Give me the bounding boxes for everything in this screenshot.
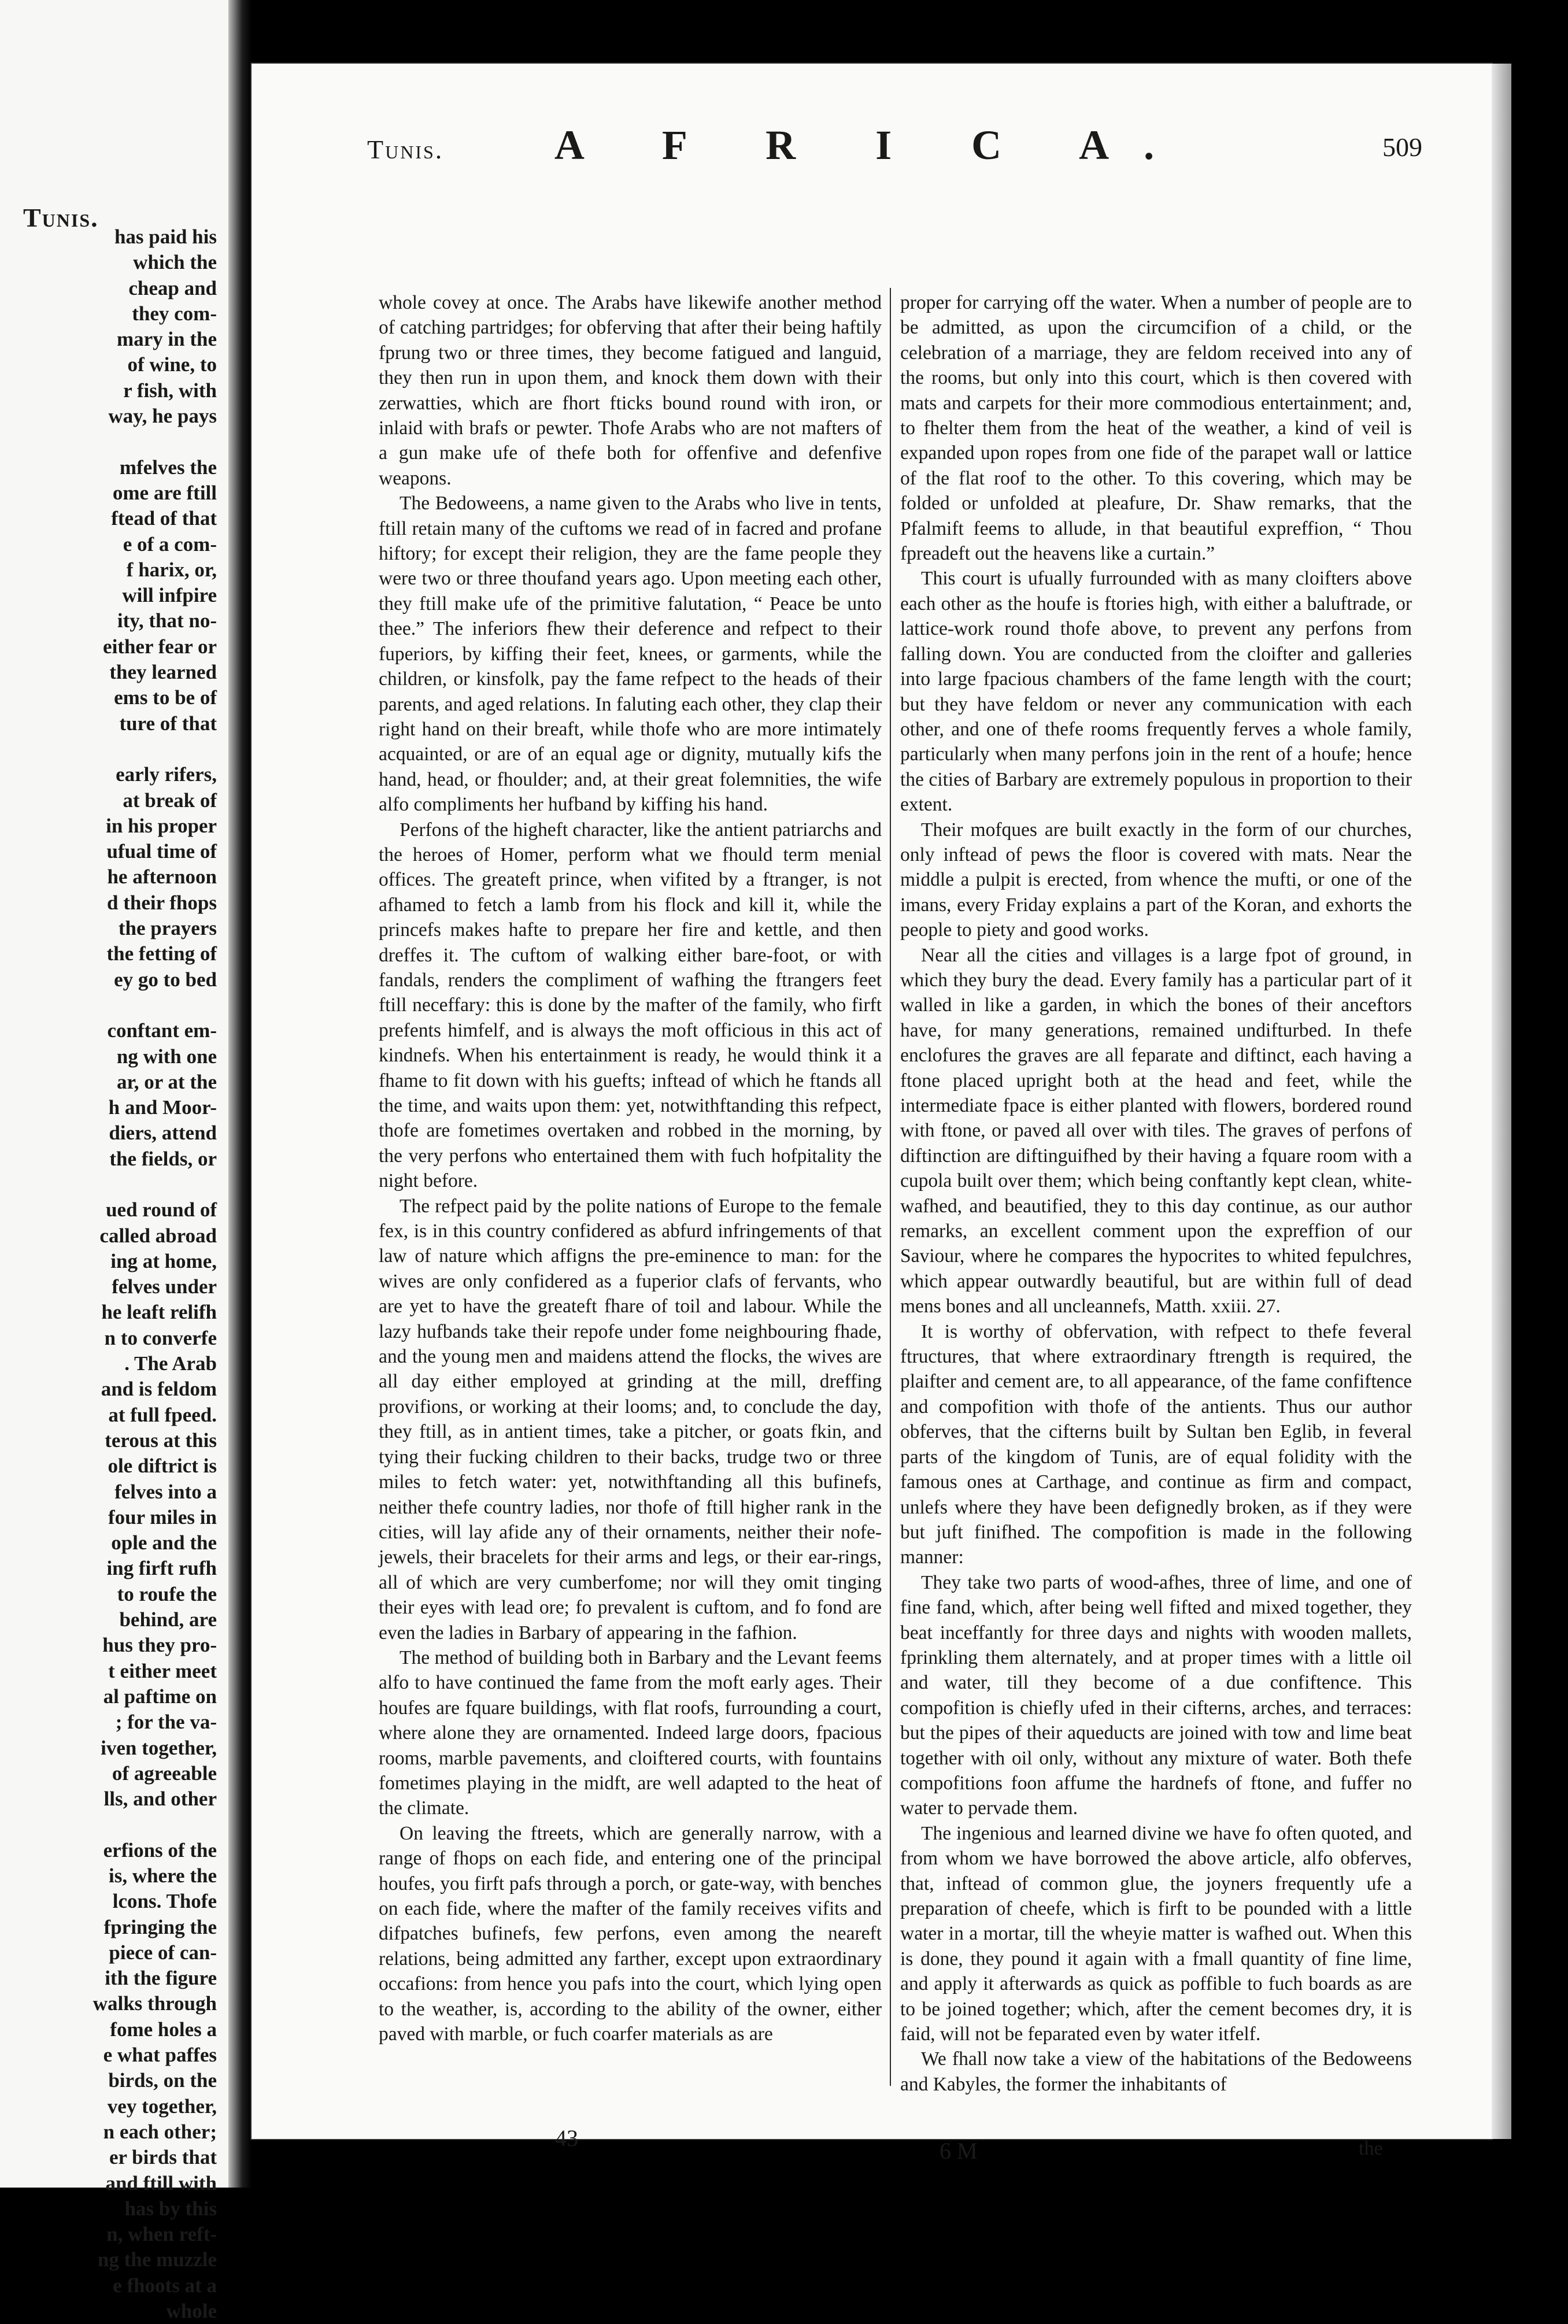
left-page-line: n, when reft-	[106, 2223, 217, 2246]
paragraph: whole covey at once. The Arabs have likewife another method of catching partridges; for obferving that after their being haftily fprung two or three times, they become fatigued and languid, they then run in upon them, and knock them down with their zerwatties, which are fhort fticks bound round with iron, or inlaid with brafs or pewter. Thofe Arabs who are not mafters of a gun make ufe of thefe both for offenfive and defenfive weapons.	[379, 292, 882, 489]
left-page-line: they com-	[132, 302, 217, 325]
main-page	[252, 64, 1492, 2164]
paragraph: The ingenious and learned divine we have fo often quoted, and from whom we have borrowed the above article, alfo obferves, that, inftead of common glue, the joyners frequently ufe a preparation of cheefe, which is firft to be pounded with a little water in a mortar, till the wheyie matter is wafhed out. When this is done, they pound it again with a fmall quantity of fine lime, and apply it afterwards as quick as poffible to fuch boards as are to be joined together; which, after the cement becomes dry, it is faid, will not be feparated even by water itfelf.	[900, 1822, 1412, 2045]
left-page-line: the prayers	[118, 917, 217, 940]
text-column-left	[379, 290, 882, 2047]
left-page-line: cheap and	[128, 276, 217, 299]
left-page-line: and ftill with	[105, 2171, 217, 2195]
left-page-line: four miles in	[108, 1505, 217, 1529]
paragraph: Perfons of the higheft character, like the antient patriarchs and the heroes of Homer, perform what we fhould term menial offices. The greateft prince, when vifited by a ftranger, is not afhamed to fetch a lamb from his flock and kill it, while the princefs makes hafte to prepare her fire and kettle, and then dreffes it. The cuftom of walking either bare-foot, or with fandals, renders the compliment of wafhing the ftrangers feet ftill neceffary: this is done by the mafter of the family, who firft prefents himfelf, and is always the moft officious in this act of kindnefs. When his entertainment is ready, he would think it a fhame to fit down with his guefts; inftead of which he ftands all the time, and waits upon them: yet, notwithftanding this refpect, thofe are fometimes overtaken and robbed in the morning, by the very perfons who entertained them with fuch hofpitality the night before.	[379, 819, 882, 1192]
paragraph: We fhall now take a view of the habitations of the Bedoweens and Kabyles, the former the inhabitants of	[900, 2048, 1412, 2095]
left-page-line: fome holes a	[110, 2018, 217, 2041]
left-page-line	[9, 1172, 217, 1197]
left-page-line: they learned	[109, 661, 217, 684]
left-page-line: ftead of that	[111, 507, 217, 530]
left-page-line: called abroad	[99, 1224, 217, 1247]
left-page-line: of agreeable	[112, 1761, 217, 1785]
left-page-line: ng the muzzle	[97, 2248, 217, 2271]
left-page-line: n to converfe	[104, 1326, 217, 1349]
left-page-line: n each other;	[103, 2120, 217, 2143]
left-page-line: vey together,	[107, 2094, 217, 2118]
left-page-line: iven together,	[101, 1736, 217, 1759]
left-page-line: the fields, or	[109, 1147, 217, 1170]
left-page-line: early rifers,	[116, 763, 217, 786]
left-page-line: way, he pays	[108, 405, 217, 428]
left-page-line: birds, on the	[108, 2069, 217, 2092]
left-page-line: behind, are	[119, 1608, 217, 1631]
left-page-line: ity, that no-	[117, 609, 217, 632]
left-page-line: ome are ftill	[112, 481, 217, 504]
left-page-line: walks through	[93, 1992, 217, 2015]
left-page-line: d their fhops	[107, 891, 217, 914]
book-gutter	[228, 0, 252, 2188]
paragraph: proper for carrying off the water. When a number of people are to be admitted, as upon the circumcifion of a child, or the celebration of a marriage, they are feldom received into any of the rooms, but only into this court, which is then covered with mats and carpets for their more commodious entertainment; and, to fhelter them from the heat of the weather, a kind of veil is expanded upon ropes from one fide of the parapet wall or lattice of the flat roof to the other. To this covering, which may be folded or unfolded at pleafure, Dr. Shaw remarks, that the Pfalmift feems to allude, in that beautiful expreffion, “ Thou fpreadeft out the heavens like a curtain.”	[900, 292, 1412, 565]
running-head-section: Tunis.	[367, 135, 444, 164]
left-page-line: to roufe the	[117, 1582, 217, 1605]
left-page-line: conftant em-	[107, 1019, 217, 1042]
left-page-line: e fhoots at a	[113, 2274, 217, 2297]
paragraph: The method of building both in Barbary and the Levant feems alfo to have continued the fame from the moft early ages. Their houfes are fquare buildings, with flat roofs, furrounding a court, where alone they are ornamented. Indeed large doors, fpacious rooms, marble pavements, and cloiftered courts, with fountains fometimes playing in the midft, are well adapted to the heat of the climate.	[379, 1646, 882, 1819]
left-page-line: ture of that	[119, 712, 217, 735]
left-page-fragment	[0, 0, 228, 2323]
left-page-line: ey go to bed	[114, 968, 217, 991]
paragraph: The refpect paid by the polite nations of Europe to the female fex, is in this country confidered as abfurd infringements of that law of nature which affigns the pre-eminence to man: for the wives are only confidered as a fuperior clafs of fervants, who are yet to have the greateft fhare of toil and labour. While the lazy hufbands take their repofe under fome neighbouring fhade, and the young men and maidens attend the flocks, the wives are all day either employed at grinding at the mill, dreffing provifions, or working at their looms; and, to conclude the day, they ftill, as in antient times, take a pitcher, or goats fkin, and tying their fucking children to their backs, trudge two or three miles to fetch water: yet, notwithftanding all this bufinefs, neither thefe country ladies, nor thofe of ftill higher rank in the cities, will lay afide any of their ornaments, neither their nofe-jewels, their bracelets for their arms and legs, or their ear-rings, all of which are very cumberfome; nor will they omit tinging their eyes with lead ore; fo prevalent is cuftom, and fo fond are even the ladies in Barbary of appearing in the fafhion.	[379, 1195, 882, 1644]
left-page-line: piece of can-	[109, 1941, 217, 1964]
left-page-line: at full fpeed.	[108, 1403, 217, 1426]
left-page-line: f harix, or,	[126, 558, 217, 581]
left-page-line: erfions of the	[103, 1838, 217, 1862]
left-page-line: t either meet	[108, 1659, 217, 1682]
left-page-line: felves into a	[114, 1480, 217, 1503]
left-page-line: diers, attend	[109, 1122, 217, 1145]
left-page-line	[9, 993, 217, 1018]
left-page-line: fpringing the	[103, 1915, 217, 1938]
catchword: the	[1359, 2138, 1383, 2159]
left-page-line: and is feldom	[101, 1378, 217, 1401]
left-page-line: in his proper	[106, 814, 217, 837]
paragraph: Their mofques are built exactly in the form of our churches, only inftead of pews the floor is covered with mats. Near the middle a pulpit is erected, from whence the mufti, or one of the imans, every Friday explains a part of the Koran, and exhorts the people to piety and good works.	[900, 819, 1412, 941]
left-page-line: ole diftrict is	[108, 1455, 217, 1478]
left-page-line: mfelves the	[119, 456, 217, 479]
running-head-title: A F R I C A.	[554, 122, 1189, 168]
paragraph: On leaving the ftreets, which are generally narrow, with a range of fhops on each fide, and entering one of the principal houfes, you firft pafs through a porch, or gate-way, with benches on each fide, where the mafter of the family receives vifits and difpatches bufinefs, few perfons, even among the neareft relations, being admitted any farther, except upon extraordinary occafions: from hence you pafs into the court, which lying open to the weather, is, according to the ability of the owner, either paved with marble, or fuch coarfer materials as are	[379, 1822, 882, 2045]
left-page-line: er birds that	[109, 2146, 217, 2169]
left-page-line: mary in the	[116, 328, 217, 351]
left-page-line: which the	[133, 251, 217, 274]
signature-mark-right: 6 M	[940, 2138, 978, 2164]
left-page-line: al paftime on	[103, 1685, 217, 1708]
left-page-line: ng with one	[116, 1045, 217, 1068]
left-page-line: of wine, to	[127, 353, 217, 376]
left-page-line: either fear or	[103, 635, 217, 658]
signature-mark-left: 43	[555, 2125, 578, 2151]
left-page-line: ople and the	[111, 1531, 217, 1555]
left-page-line: will infpire	[122, 584, 217, 607]
paragraph: This court is ufually furrounded with as many cloifters above each other as the houfe is ftories high, with either a baluftrade, or lattice-work round thofe above, to prevent any perfons from falling down. You are conducted from the cloifter and galleries into large fpacious chambers of the fame length with the court; but they have feldom or never any communication with each other, and one of thefe rooms frequently ferves a whole family, particularly when many perfons join in the rent of a houfe; hence the cities of Barbary are extremely populous in proportion to their extent.	[900, 568, 1412, 816]
left-page-line: at break of	[123, 789, 217, 812]
left-page-line: ith the figure	[105, 1967, 217, 1990]
text-column-right	[900, 290, 1412, 2097]
left-page-line: is, where the	[109, 1864, 217, 1887]
left-page-line: the fetting of	[106, 942, 217, 965]
left-page-line: ufual time of	[106, 840, 217, 863]
left-page-line: he leaft relifh	[101, 1301, 217, 1324]
left-page-line	[9, 737, 217, 762]
paragraph: The Bedoweens, a name given to the Arabs who live in tents, ftill retain many of the cuftoms we read of in facred and profane hiftory; for except their religion, they are the fame people they were two or three thoufand years ago. Upon meeting each other, they ftill make ufe of the primitive falutation, “ Peace be unto thee.” The inferiors fhew their deference and refpect to their fuperiors, by kiffing their feet, knees, or garments, while the children, or kinsfolk, pay the fame refpect to the heads of their parents, and aged relations. In faluting each other, they clap their right hand on their breaft, while thofe who are more intimately acquainted, or are of an equal age or dignity, mutually kifs the hand, head, or fhoulder; and, at their great folemnities, the wife alfo compliments her hufband by kiffing his hand.	[379, 493, 882, 816]
left-page-line: e of a com-	[123, 532, 217, 556]
left-page-line: ued round of	[106, 1198, 217, 1222]
left-page-line: h and Moor-	[108, 1096, 217, 1119]
paragraph: It is worthy of obfervation, with refpect to thefe feveral ftructures, that where extraordinary ftrength is required, the plaifter and cement are, to all appearance, of the fame confiftence and compofition with thofe of the antients. Thus our author obferves, that the cifterns built by Sultan ben Eglib, in feveral parts of the kingdom of Tunis, are of equal folidity with the famous ones at Carthage, and continue as firm and compact, unlefs where they have been defignedly broken, as if they were but juft finifhed. The compofition is made in the following manner:	[900, 1320, 1412, 1568]
left-page-line: he afternoon	[107, 865, 217, 889]
left-page-line: ing firft rufh	[106, 1557, 217, 1580]
left-page-line: felves under	[112, 1275, 217, 1298]
left-page-line: ing at home,	[110, 1249, 217, 1272]
left-page-line: e what paffes	[103, 2044, 217, 2067]
left-page-line: lcons. Thofe	[112, 1890, 217, 1913]
left-page-line: lls, and other	[103, 1788, 217, 1811]
paragraph: They take two parts of wood-afhes, three of lime, and one of fine fand, which, after being well fifted and mixed together, they beat inceffantly for three days and nights with wooden mallets, fprinkling them alternately, and at proper times with a little oil and water, till they become of a due confiftence. This compofition is chiefly ufed in their cifterns, arches, and terraces: but the pipes of their aqueducts are joined with tow and lime beat together with oil only, without any mixture of water. Both thefe compofitions foon affume the hardnefs of ftone, and fuffer no water to pervade them.	[900, 1571, 1412, 1819]
left-page-line: r fish, with	[123, 379, 217, 402]
left-page-line: hus they pro-	[102, 1634, 217, 1657]
paragraph: Near all the cities and villages is a large fpot of ground, in which they bury the dead. Every family has a particular part of it walled in like a garden, in which the bones of their anceftors have, for many generations, remained undifturbed. In thefe enclofures the graves are all feparate and diftinct, each having a ftone placed upright both at the head and feet, while the intermediate fpace is either planted with flowers, bordered round with ftone, or paved all over with tiles. The graves of perfons of diftinction are diftinguifhed by their having a fquare room with a cupola built over them; which being conftantly kept clean, white-wafhed, and beautified, they to this day continue, as our author remarks, an excellent comment upon the expreffion of our Saviour, where he compares the hypocrites to whited fepulchres, which appear outwardly beautiful, but are within full of dead mens bones and all uncleannefs, Matth. xxiii. 27.	[900, 944, 1412, 1318]
left-page-line	[9, 429, 217, 454]
left-page-line: ems to be of	[114, 686, 217, 709]
left-page-line	[9, 1812, 217, 1837]
left-page-line: terous at this	[105, 1429, 217, 1452]
left-page-line: whole	[166, 2300, 217, 2323]
left-page-line: . The Arab	[124, 1352, 217, 1375]
column-divider	[890, 288, 891, 2086]
left-page-heading: Tunis.	[23, 203, 99, 232]
left-page-line: ; for the va-	[115, 1711, 217, 1734]
left-page-text	[9, 224, 217, 2324]
page-edge	[1492, 64, 1511, 2139]
left-page-line: has paid his	[114, 225, 217, 248]
page-number: 509	[1382, 132, 1422, 162]
left-page-line: ar, or at the	[116, 1070, 217, 1093]
left-page-line: has by this	[124, 2197, 217, 2220]
